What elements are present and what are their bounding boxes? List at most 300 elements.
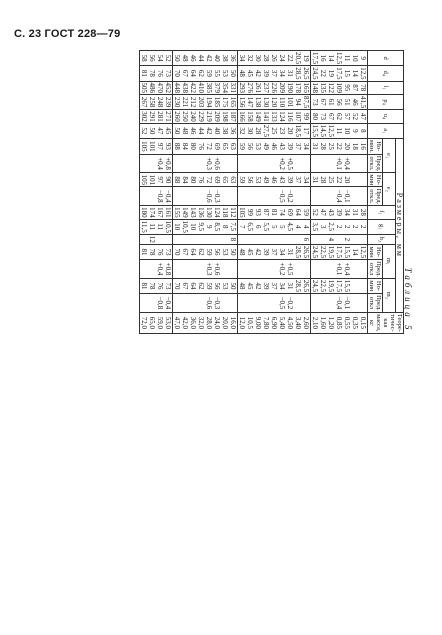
cell-value: 452 [164, 82, 172, 93]
cell-value: 15,5 [343, 245, 351, 259]
cell-value: 32,0 [197, 316, 205, 329]
cell-value: 78 [148, 69, 156, 77]
cell-p4 [238, 95, 311, 110]
cell-value: 44 [197, 54, 205, 62]
cell-value: 17,5 [311, 52, 319, 65]
col-header-l1: l₁ [368, 81, 404, 95]
cell-m2_nom [173, 278, 238, 293]
cell-value: 74 [278, 208, 286, 216]
cell-d [238, 51, 311, 66]
cell-value: 56 [335, 98, 343, 106]
cell-value: 34 [343, 208, 351, 216]
cell-value: 7,80 [262, 316, 270, 329]
cell-e1_dev [238, 154, 311, 173]
cell-value: 51 [343, 98, 351, 106]
cell-value: 37 [270, 282, 278, 290]
cell-g1 [140, 219, 173, 234]
cell-m1_dev [238, 260, 311, 279]
cell-value: 120 [270, 96, 278, 108]
cell-u4 [238, 110, 311, 124]
col-header-h2: h₂ [368, 234, 396, 244]
cell-value: 36 [229, 127, 237, 135]
cell-value [254, 156, 262, 172]
cell-value: 110 [278, 97, 286, 108]
cell-value: 53 [221, 248, 229, 256]
cell-value: 28 [319, 176, 327, 184]
cell-value: 2,60 [302, 316, 310, 329]
cell-value [270, 236, 278, 243]
cell-value: 22,5 [319, 245, 327, 259]
cell-value: 2 [343, 225, 351, 229]
cell-value: 167 [156, 207, 164, 218]
cell-value: 59 [205, 248, 213, 256]
cell-value: 410 [197, 82, 205, 93]
cell-value: 73 [164, 69, 172, 77]
cell-value [221, 156, 229, 172]
cell-value: 40 [213, 127, 221, 135]
cell-value: 2 [351, 225, 359, 229]
cell-value: 9 [351, 129, 359, 133]
cell-value [181, 188, 189, 204]
cell-value: 73 [319, 113, 327, 120]
cell-mass [140, 312, 173, 333]
cell-m2_nom [311, 278, 368, 293]
col-header-d: d [368, 51, 404, 66]
cell-value: −0,1 [343, 189, 351, 203]
cell-value [140, 188, 148, 204]
cell-value: 12 [148, 235, 156, 243]
cell-e1_nom [140, 139, 173, 155]
dimensions-table [139, 50, 411, 334]
cell-value: 11,5 [140, 220, 148, 233]
cell-m1_nom [238, 244, 311, 259]
cell-value: 0,85 [335, 316, 343, 329]
table-label: Таблица 5 [403, 267, 413, 333]
table-row [140, 51, 173, 334]
col-header-p4: p₄ [368, 95, 404, 110]
cell-value: 45 [246, 282, 254, 290]
cell-value: 15,5 [311, 124, 319, 137]
cell-value: 19 [327, 69, 335, 77]
cell-value: 72,0 [140, 316, 148, 329]
cell-value: 99 [302, 113, 310, 120]
cell-value: 5,5 [262, 222, 270, 232]
cell-l1 [238, 81, 311, 95]
cell-value: 81 [140, 282, 148, 290]
cell-value: 59 [238, 176, 246, 184]
cell-value [246, 156, 254, 172]
cell-value: 212 [189, 96, 197, 108]
cell-value: 4,5 [286, 222, 294, 232]
cell-value: +0,1 [335, 262, 343, 276]
cell-value: 72 [205, 142, 213, 150]
cell-value [270, 156, 278, 172]
cell-value: 258 [148, 96, 156, 108]
cell-value: 52 [351, 113, 359, 120]
cell-value: 48 [238, 282, 246, 290]
cell-value [351, 156, 359, 172]
cell-value: +0,8 [164, 262, 172, 276]
col-subheader-m2_dev: Пред. откл [368, 295, 382, 311]
cell-value: 43 [278, 142, 286, 150]
cell-value [351, 280, 359, 292]
cell-value: 209 [278, 82, 286, 93]
cell-value: 14 [327, 54, 335, 62]
cell-l1 [140, 81, 173, 95]
cell-value: 116 [286, 111, 294, 122]
cell-value: 39 [335, 208, 343, 216]
cell-value: 78 [148, 282, 156, 290]
cell-value: −0,8 [156, 189, 164, 203]
cell-value [351, 174, 359, 185]
cell-value: 166 [238, 111, 246, 122]
cell-value: 470 [156, 82, 164, 93]
cell-value [197, 261, 205, 277]
cell-value: 281 [156, 111, 164, 122]
cell-value: 237 [262, 82, 270, 93]
cell-value: 156 [238, 96, 246, 108]
cell-value: 26,5 [302, 279, 310, 293]
cell-value: 38 [221, 54, 229, 62]
cell-value: 87 [262, 208, 270, 216]
cell-value: 59,0 [156, 316, 164, 329]
cell-value: 81 [270, 208, 278, 216]
cell-value: 73 [164, 248, 172, 256]
cell-value: 81 [140, 69, 148, 77]
cell-m1_dev [140, 260, 173, 279]
cell-value: 59 [302, 208, 310, 216]
cell-value: 52 [140, 127, 148, 135]
col-subheader-m2_nom: Но-мин [368, 278, 383, 293]
cell-value: 6 [254, 225, 262, 229]
cell-value: 39 [262, 69, 270, 77]
cell-value [238, 156, 246, 172]
cell-value: 73 [311, 98, 319, 106]
cell-m1_nom [140, 244, 173, 259]
cell-e1_dev [311, 154, 368, 173]
cell-value [311, 188, 319, 204]
cell-value: 4,50 [286, 316, 294, 329]
cell-value: 76 [197, 142, 205, 150]
cell-value [197, 156, 205, 172]
cell-value: 53 [221, 282, 229, 290]
cell-value: 34 [278, 69, 286, 77]
cell-value: 293 [238, 82, 246, 93]
cell-value: +0,1 [335, 157, 343, 170]
cell-value: 67 [181, 248, 189, 256]
cell-d4 [238, 66, 311, 81]
cell-p4 [173, 95, 238, 110]
cell-value [221, 236, 229, 243]
cell-value: 99 [246, 208, 254, 216]
cell-value [156, 236, 164, 243]
cell-value: 10 [189, 223, 197, 231]
cell-value: 28,5 [294, 279, 302, 293]
col-subheader-e2_nom: Но-мин [368, 174, 382, 186]
cell-f1 [311, 206, 368, 220]
cell-value: 34 [302, 176, 310, 184]
cell-value: 62 [335, 113, 343, 120]
cell-d [173, 51, 238, 66]
col-subheader-m1_nom: Но-мин [368, 244, 383, 259]
cell-value: −0,5 [278, 189, 286, 203]
cell-value: 42,0 [181, 316, 189, 329]
cell-value: 17,5 [335, 67, 343, 80]
group-header-m1: m₁ [383, 244, 396, 278]
cell-value: 302 [140, 111, 148, 122]
cell-value: 11 [335, 127, 343, 135]
cell-value [359, 174, 367, 185]
cell-value: 67 [181, 282, 189, 290]
cell-value: 14,5 [319, 124, 327, 137]
cell-value: 59 [205, 282, 213, 290]
cell-value [140, 156, 148, 172]
cell-value [173, 261, 181, 277]
cell-h2 [311, 234, 368, 244]
cell-value: 148 [311, 82, 319, 93]
cell-value: −0,4 [164, 189, 172, 203]
cell-value: 28,0 [205, 316, 213, 329]
cell-m2_dev [311, 294, 368, 313]
cell-value: 40 [213, 54, 221, 62]
cell-value: 16 [319, 54, 327, 62]
cell-l1 [173, 81, 238, 95]
cell-value: 248 [156, 96, 164, 108]
cell-value: 56 [213, 282, 221, 290]
cell-value [359, 261, 367, 277]
cell-e2_nom [311, 173, 368, 187]
cell-e1_dev [140, 154, 173, 173]
cell-value: 50 [173, 54, 181, 62]
cell-value [221, 261, 229, 277]
cell-value: 185 [213, 96, 221, 108]
cell-value: 14 [351, 69, 359, 77]
cell-value: 422 [189, 82, 197, 93]
cell-value: 36,0 [189, 316, 197, 329]
cell-value: 72 [205, 176, 213, 184]
cell-value: 276 [246, 82, 254, 93]
cell-value: 4 [302, 225, 310, 229]
cell-value [311, 295, 319, 311]
cell-value: 64 [189, 248, 197, 256]
cell-value [148, 156, 156, 172]
cell-mass [173, 312, 238, 333]
cell-value: 138 [254, 96, 262, 108]
col-header-a1: a₁ [368, 123, 404, 138]
cell-value: 56 [246, 142, 254, 150]
cell-p4 [140, 95, 173, 110]
col-subheader-m1_dev: Пред. откл [368, 261, 382, 277]
cell-value: 53 [254, 142, 262, 150]
cell-value [181, 261, 189, 277]
cell-value: 260 [173, 111, 181, 122]
cell-value: 69 [286, 208, 294, 216]
cell-value: 187 [229, 111, 237, 122]
cell-value: −0,8 [156, 296, 164, 310]
col-subheader-e1_dev: Пред. откл. [368, 155, 382, 172]
cell-value [294, 188, 302, 204]
cell-m2_dev [238, 294, 311, 313]
cell-value: 149 [254, 111, 262, 122]
cell-value: 46 [270, 176, 278, 184]
cell-e1_nom [173, 139, 238, 155]
cell-value: +0,4 [156, 157, 164, 170]
col-subheader-e1_nom: Но-мин. [368, 140, 382, 153]
cell-value: 194 [205, 96, 213, 108]
cell-value [229, 188, 237, 204]
cell-value: 118 [221, 207, 229, 218]
cell-value: 2,5 [327, 222, 335, 232]
cell-value: 97 [156, 176, 164, 184]
cell-m1_dev [311, 260, 368, 279]
cell-value: 37 [294, 142, 302, 150]
cell-value: 0,15 [359, 316, 367, 329]
cell-value: 24,5 [311, 67, 319, 80]
cell-value: +0,6 [213, 157, 221, 170]
cell-value: 9 [205, 225, 213, 229]
cell-value: 271 [164, 111, 172, 122]
cell-value: 28 [262, 54, 270, 62]
cell-value: 34 [302, 142, 310, 150]
cell-value: 93 [254, 208, 262, 216]
cell-value: 165 [229, 96, 237, 108]
cell-m2_dev [140, 294, 173, 313]
cell-value: −0,4 [335, 189, 343, 203]
cell-value: 10,5 [164, 220, 172, 233]
cell-value: 31 [311, 176, 319, 184]
cell-value [229, 156, 237, 172]
cell-value: 8,5 [213, 222, 221, 232]
cell-value: 31 [286, 69, 294, 77]
cell-value: 67 [327, 113, 335, 120]
cell-value: 11 [148, 223, 156, 231]
cell-e2_dev [140, 187, 173, 206]
cell-value [278, 236, 286, 243]
cell-value [302, 156, 310, 172]
cell-value: 221 [181, 96, 189, 108]
cell-value: 178 [294, 82, 302, 93]
cell-value: 49 [262, 142, 270, 150]
table-row [238, 51, 311, 334]
cell-value: 10 [173, 223, 181, 231]
cell-value: 80 [189, 142, 197, 150]
cell-value: 239 [164, 96, 172, 108]
cell-value: 3,40 [294, 316, 302, 329]
cell-value: 47,0 [173, 316, 181, 329]
cell-value: 250 [181, 111, 189, 122]
cell-value: −0,1 [343, 296, 351, 310]
cell-value: 65,0 [148, 316, 156, 329]
cell-value [319, 236, 327, 243]
cell-value: 28,5 [294, 67, 302, 80]
cell-value: 42 [254, 69, 262, 77]
cell-value: 2 [343, 237, 351, 242]
cell-value: 70 [173, 248, 181, 256]
cell-value: 94 [294, 98, 302, 106]
cell-value: 62 [197, 69, 205, 77]
cell-value: 26,5 [302, 245, 310, 259]
cell-value: 3 [319, 225, 327, 229]
cell-value: 67 [181, 69, 189, 77]
cell-value: 38 [221, 127, 229, 135]
cell-value [197, 236, 205, 243]
cell-value: −0,6 [205, 189, 213, 203]
cell-value: 240 [189, 111, 197, 122]
cell-value: 385 [205, 82, 213, 93]
cell-value: 50 [148, 127, 156, 135]
cell-value: 5 [270, 225, 278, 229]
cell-value: 18 [351, 142, 359, 150]
cell-value: −0,3 [213, 296, 221, 310]
cell-value: −0,4 [335, 296, 343, 310]
cell-value: 101 [286, 96, 294, 108]
cell-value: 24,5 [311, 279, 319, 293]
cell-mass [311, 312, 368, 333]
cell-value: 198 [221, 111, 229, 122]
cell-value: 505 [140, 82, 148, 93]
cell-value: 70 [173, 69, 181, 77]
cell-value [270, 295, 278, 311]
cell-value [140, 236, 148, 243]
cell-value: 46 [189, 54, 197, 62]
cell-value [148, 295, 156, 311]
cell-value [327, 156, 335, 172]
cell-value: 8 [221, 225, 229, 229]
col-header-g1: g₁ [368, 219, 396, 234]
cell-value: 88 [173, 142, 181, 150]
cell-value: 44 [197, 127, 205, 135]
cell-value: 58 [140, 54, 148, 62]
cell-value: 124 [213, 207, 221, 218]
cell-e2_dev [311, 187, 368, 206]
cell-value: 87 [351, 84, 359, 92]
cell-value: −0,2 [286, 189, 294, 203]
cell-value: 448 [173, 82, 181, 93]
cell-value [246, 188, 254, 204]
cell-value: 2 [359, 225, 367, 229]
cell-value: 22 [319, 69, 327, 77]
cell-value: 23 [278, 127, 286, 135]
cell-value [148, 261, 156, 277]
cell-value: 2,10 [311, 316, 319, 329]
cell-value: 1,60 [319, 316, 327, 329]
cell-value: 165 [302, 82, 310, 93]
cell-d [140, 51, 173, 66]
cell-value: 175 [221, 96, 229, 108]
cell-value: 61 [327, 98, 335, 106]
cell-value [238, 261, 246, 277]
cell-value [246, 295, 254, 311]
cell-value: 20 [343, 142, 351, 150]
cell-value: 25 [327, 142, 335, 150]
cell-value [311, 261, 319, 277]
cell-value: 15 [343, 69, 351, 77]
cell-value: 180 [140, 207, 148, 218]
cell-value: 45 [164, 127, 172, 135]
cell-value: 59 [205, 69, 213, 77]
cell-value: 95 [343, 84, 351, 92]
cell-value: 8 [229, 237, 237, 242]
cell-value: 76 [156, 69, 164, 77]
cell-value: 46 [351, 98, 359, 106]
cell-value: 9,00 [254, 316, 262, 329]
cell-value [148, 188, 156, 204]
cell-u4 [140, 110, 173, 124]
cell-value: 28 [319, 142, 327, 150]
cell-m2_nom [238, 278, 311, 293]
cell-value: 16 [359, 142, 367, 150]
cell-value: 261 [254, 82, 262, 93]
